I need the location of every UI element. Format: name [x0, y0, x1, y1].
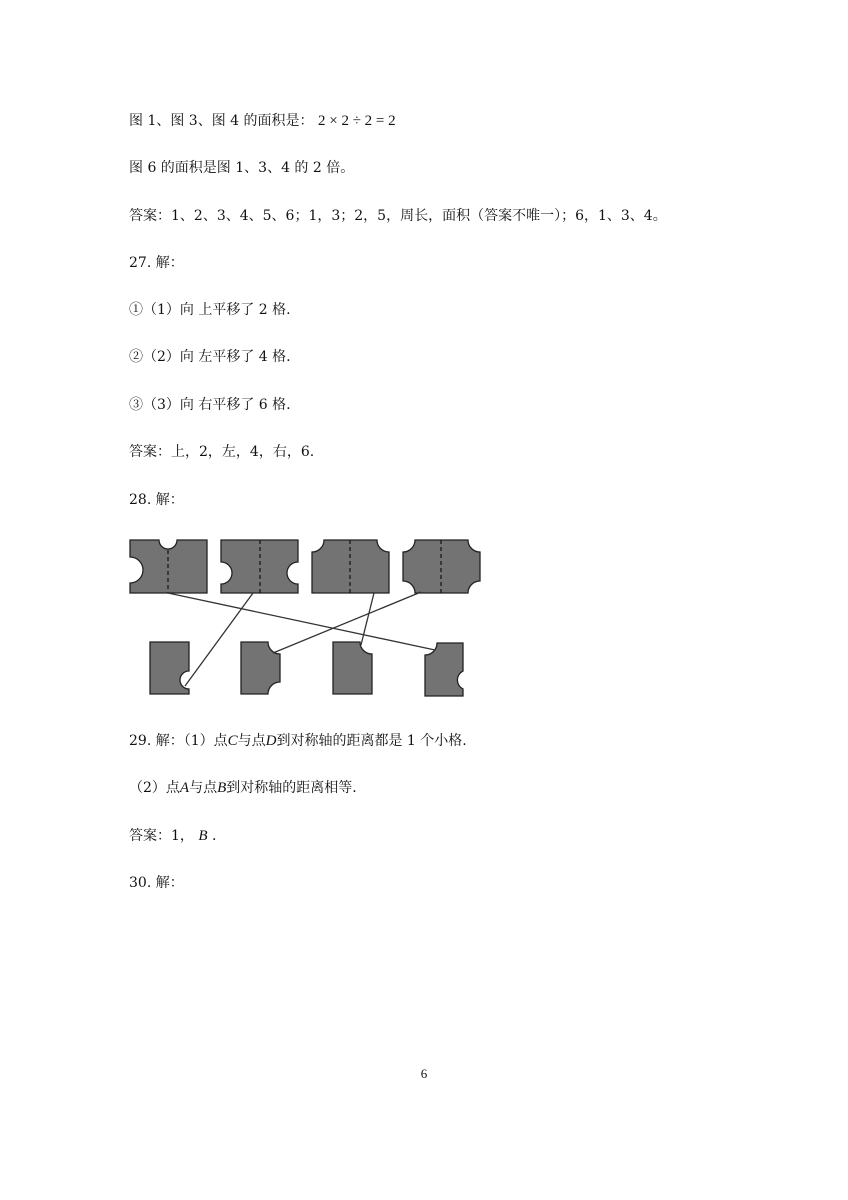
point-b-label: B — [217, 780, 227, 796]
full-shape-1 — [130, 540, 207, 593]
q29-part-1: 29. 解：（1）点C与点D到对称轴的距离都是 1 个小格. — [129, 733, 467, 749]
page-number: 6 — [420, 1066, 428, 1081]
full-shape-3 — [312, 540, 389, 593]
area-statement: 图 1、图 3、图 4 的面积是： 2 × 2 ÷ 2 = 2 — [129, 113, 396, 129]
half-shape-2 — [241, 642, 280, 694]
full-shape-2 — [221, 540, 298, 593]
q29-part-2: （2）点A与点B到对称轴的距离相等. — [129, 780, 357, 796]
point-c-label: C — [227, 733, 238, 749]
answer-point-b: B — [198, 828, 208, 844]
half-shape-4 — [425, 643, 463, 696]
answer-27: 答案：上，2，左，4，右，6. — [129, 444, 315, 460]
point-a-label: A — [179, 780, 190, 796]
area-comparison: 图 6 的面积是图 1、3、4 的 2 倍。 — [129, 160, 355, 176]
half-shape-1 — [150, 642, 189, 694]
full-shape-4 — [403, 540, 480, 593]
half-shape-3 — [333, 642, 372, 694]
area-formula: 2 × 2 ÷ 2 = 2 — [317, 113, 396, 129]
q27-step-2: ②（2）向 左平移了 4 格. — [129, 349, 291, 365]
q27-step-1: ①（1）向 上平移了 2 格. — [129, 302, 291, 318]
answer-26: 答案：1、2、3、4、5、6；1，3；2，5，周长，面积（答案不唯一）；6，1、3、4。 — [129, 208, 667, 224]
question-27-heading: 27. 解： — [129, 255, 184, 271]
question-28-heading: 28. 解： — [129, 492, 184, 508]
q27-step-3: ③（3）向 右平移了 6 格. — [129, 397, 291, 413]
point-d-label: D — [265, 733, 277, 749]
question-30-heading: 30. 解： — [129, 875, 184, 891]
answer-29: 答案：1， B . — [129, 828, 217, 844]
